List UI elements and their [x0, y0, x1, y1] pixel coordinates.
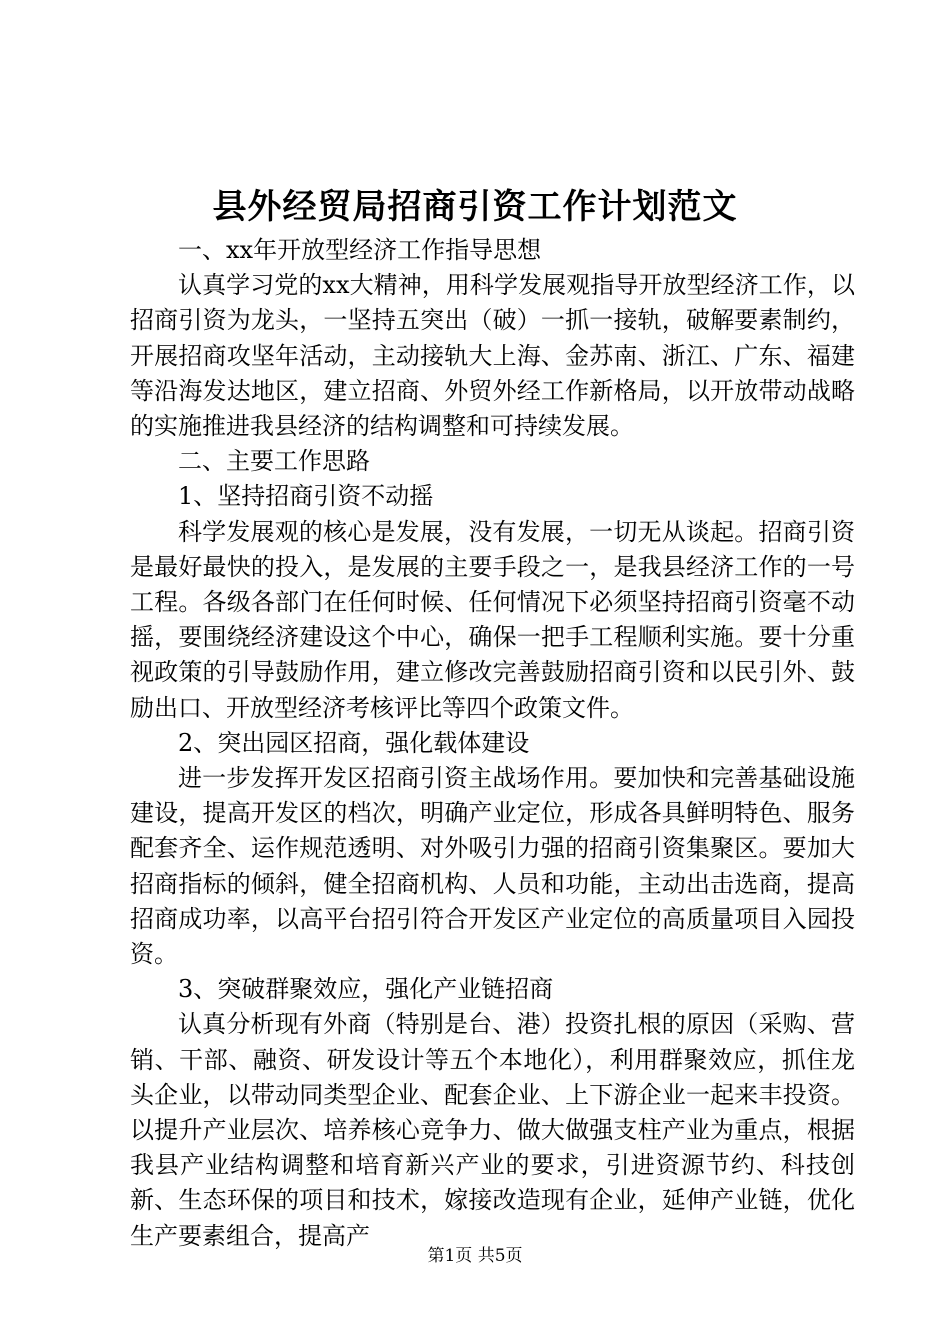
subheading-1: 1、坚持招商引资不动摇	[178, 482, 434, 511]
paragraph-3: 认真分析现有外商（特别是台、港）投资扎根的原因（采购、营销、干部、融资、研发设计等五个本地化），利用群聚效应，抓住龙头企业，以带动同类型企业、配套企业、上下游企业一起来丰投资。以提升产业层次、培养核心竞争力、做大做强支柱产业为重点，根据我县产业结构调整和培育新兴产业的要求，引进资源节约、科技创新、生态环保的项目和技术，嫁接改造现有企业，延伸产业链，优化生产要素组合，提高产	[130, 1010, 855, 1250]
document-title: 县外经贸局招商引资工作计划范文	[212, 187, 738, 227]
document-body	[130, 233, 855, 1254]
subheading-2: 2、突出园区招商，强化载体建设	[178, 728, 530, 757]
subheading-3: 3、突破群聚效应，强化产业链招商	[178, 975, 554, 1004]
page-number-footer: 第1页 共5页	[427, 1246, 523, 1266]
paragraph-guiding-thought: 认真学习党的xx大精神，用科学发展观指导开放型经济工作，以招商引资为龙头，一坚持五突出（破）一抓一接轨，破解要素制约，开展招商攻坚年活动，主动接轨大上海、金苏南、浙江、广东、福建等沿海发达地区，建立招商、外贸外经工作新格局，以开放带动战略的实施推进我县经济的结构调整和可持续发展。	[130, 271, 855, 441]
paragraph-2: 进一步发挥开发区招商引资主战场作用。要加快和完善基础设施建设，提高开发区的档次，明确产业定位，形成各具鲜明特色、服务配套齐全、运作规范透明、对外吸引力强的招商引资集聚区。要加大招商指标的倾斜，健全招商机构、人员和功能，主动出击选商，提高招商成功率，以高平台招引符合开发区产业定位的高质量项目入园投资。	[130, 764, 855, 969]
heading-guiding-thought: 一、xx年开放型经济工作指导思想	[178, 236, 542, 264]
paragraph-1: 科学发展观的核心是发展，没有发展，一切无从谈起。招商引资是最好最快的投入，是发展的主要手段之一，是我县经济工作的一号工程。各级各部门在任何时候、任何情况下必须坚持招商引资毫不动摇，要围绕经济建设这个中心，确保一把手工程顺利实施。要十分重视政策的引导鼓励作用，建立修改完善鼓励招商引资和以民引外、鼓励出口、开放型经济考核评比等四个政策文件。	[130, 517, 855, 722]
heading-work-ideas: 二、主要工作思路	[178, 447, 370, 476]
